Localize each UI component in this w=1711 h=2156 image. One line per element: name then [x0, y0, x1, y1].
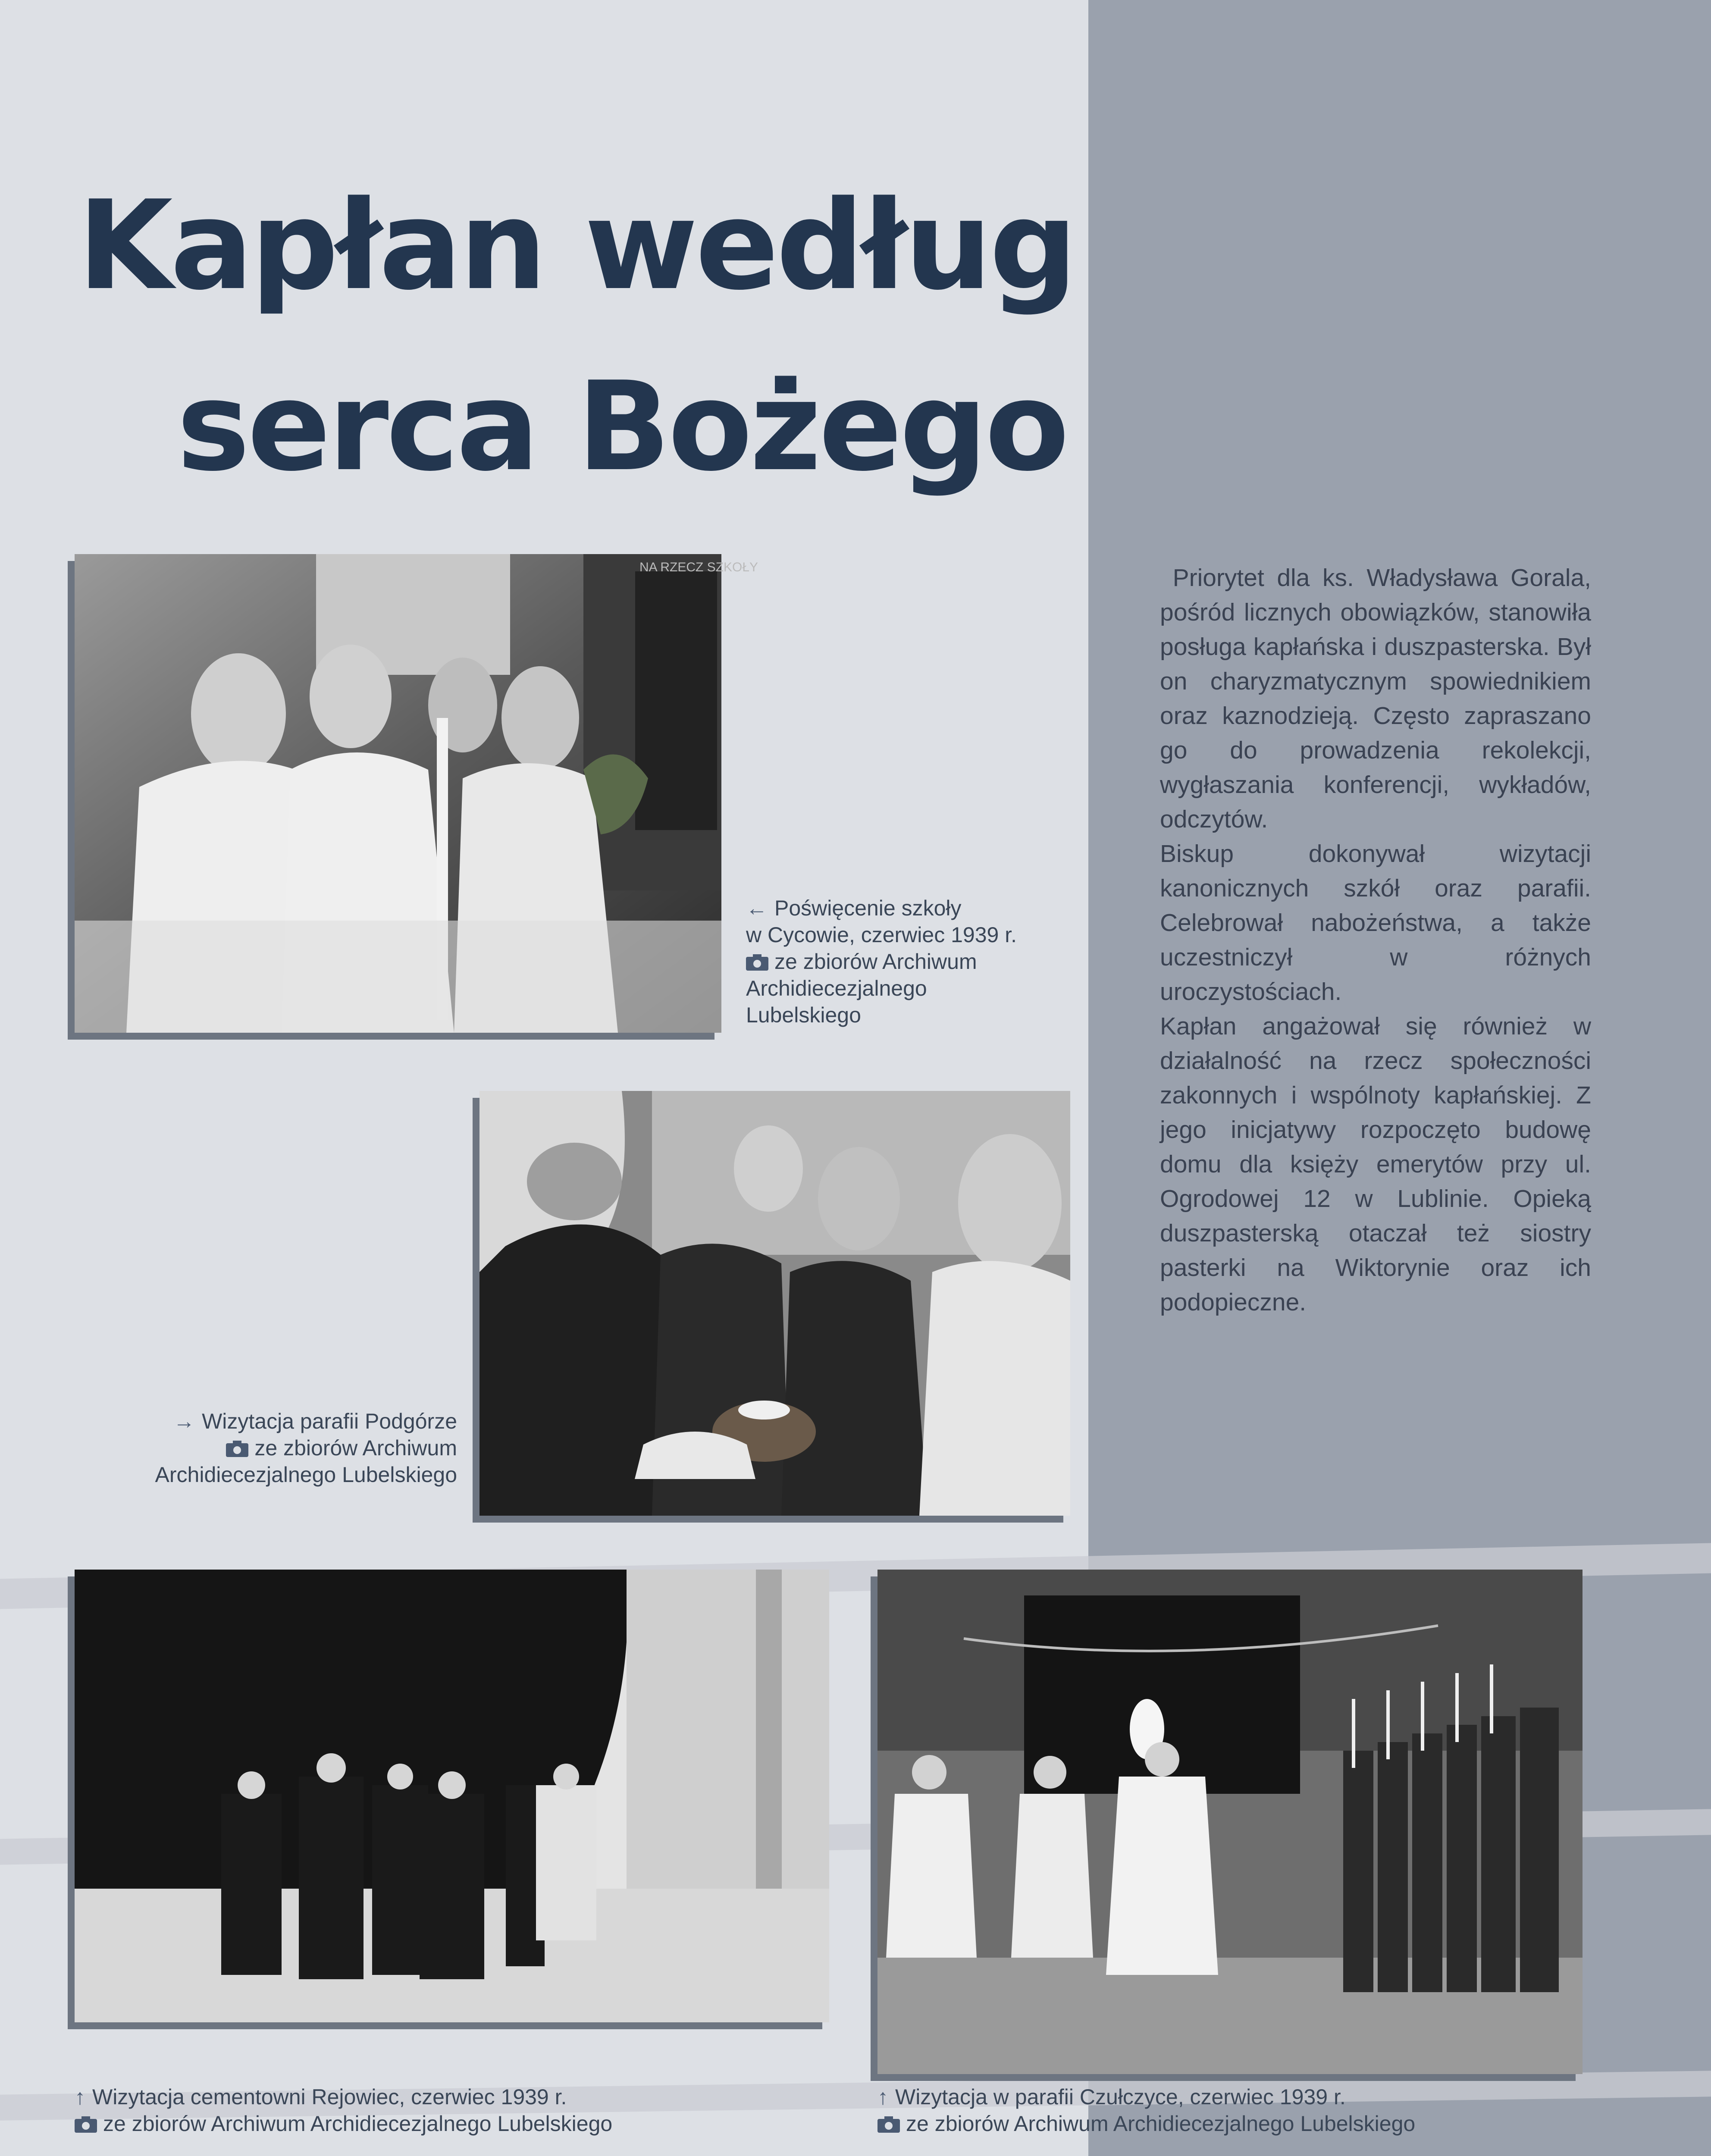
camera-icon: [226, 1441, 248, 1457]
photo-rejowiec-cement-plant: [75, 1570, 829, 2022]
caption-school-blessing: [746, 895, 1056, 1028]
caption-credit: [75, 2110, 829, 2137]
credit-text: Archidiecezjalnego: [746, 976, 927, 1000]
credit-text: ze zbiorów Archiwum Archidiecezjalnego Lubelskiego: [906, 2112, 1416, 2136]
caption-line: [112, 1408, 457, 1435]
caption-title: Wizytacja w parafii Czułczyce, czerwiec 1939 r.: [895, 2085, 1346, 2109]
credit-text: ze zbiorów Archiwum: [254, 1436, 457, 1460]
body-paragraph: Priorytet dla ks. Władysława Gorala, pośród licznych obowiązków, stanowiła posługa kapłańska i duszpasterska. Był on charyzmatycznym spowiednikiem oraz kaznodzieją. Często zapraszano go do prowadzenia rekolekcji, wygłaszania konferencji, wykładów, odczytów.: [1160, 564, 1591, 833]
caption-rejowiec-cement-plant: [75, 2084, 829, 2137]
caption-line: [75, 2084, 829, 2110]
caption-podgorze-visitation: [112, 1408, 457, 1488]
arrow-left-icon: ←: [746, 896, 768, 920]
photo-czulczyce-visitation: [877, 1570, 1583, 2074]
arrow-up-icon: ↑: [75, 2085, 85, 2109]
credit-text: Archidiecezjalnego Lubelskiego: [155, 1463, 457, 1487]
body-text: [1160, 561, 1591, 1319]
camera-icon: [746, 954, 768, 971]
credit-text: ze zbiorów Archiwum Archidiecezjalnego Lubelskiego: [103, 2112, 613, 2136]
page-title-line-2: serca Bożego: [177, 355, 1067, 498]
caption-line: [746, 895, 1056, 921]
caption-date: w Cycowie, czerwiec 1939 r.: [746, 923, 1017, 947]
caption-title: Wizytacja parafii Podgórze: [202, 1409, 457, 1433]
arrow-up-icon: ↑: [877, 2085, 888, 2109]
caption-title: Wizytacja cementowni Rejowiec, czerwiec 1939 r.: [92, 2085, 567, 2109]
page-title: [78, 155, 1156, 517]
caption-credit: [877, 2110, 1583, 2137]
caption-line: [877, 2084, 1583, 2110]
body-paragraph: Kapłan angażował się również w działalność na rzecz społeczności zakonnych i wspólnoty kapłańskiej. Z jego inicjatywy rozpoczęto budowę domu dla księży emerytów przy ul. Ogrodowej 12 w Lublinie. Opieką duszpasterską otaczał też siostry pasterki na Wiktorynie oraz ich podopieczne.: [1160, 1012, 1591, 1316]
caption-credit: [112, 1435, 457, 1461]
credit-text: ze zbiorów Archiwum: [774, 950, 977, 974]
caption-czulczyce-visitation: [877, 2084, 1583, 2137]
caption-title: Poświęcenie szkoły: [774, 896, 962, 920]
camera-icon: [75, 2116, 97, 2133]
body-paragraph: Biskup dokonywał wizytacji kanonicznych szkół oraz parafii. Celebrował nabożeństwa, a także uczestniczył w różnych uroczystościach.: [1160, 840, 1591, 1006]
arrow-right-icon: →: [173, 1409, 195, 1433]
caption-credit: [746, 948, 1056, 975]
camera-icon: [877, 2116, 900, 2133]
board-text: NA RZECZ SZKOŁY: [639, 560, 758, 574]
credit-text: Lubelskiego: [746, 1003, 861, 1027]
page-title-line-1: Kapłan według: [78, 174, 1075, 317]
photo-podgorze-visitation: [479, 1091, 1070, 1516]
photo-school-blessing: [75, 554, 758, 1033]
